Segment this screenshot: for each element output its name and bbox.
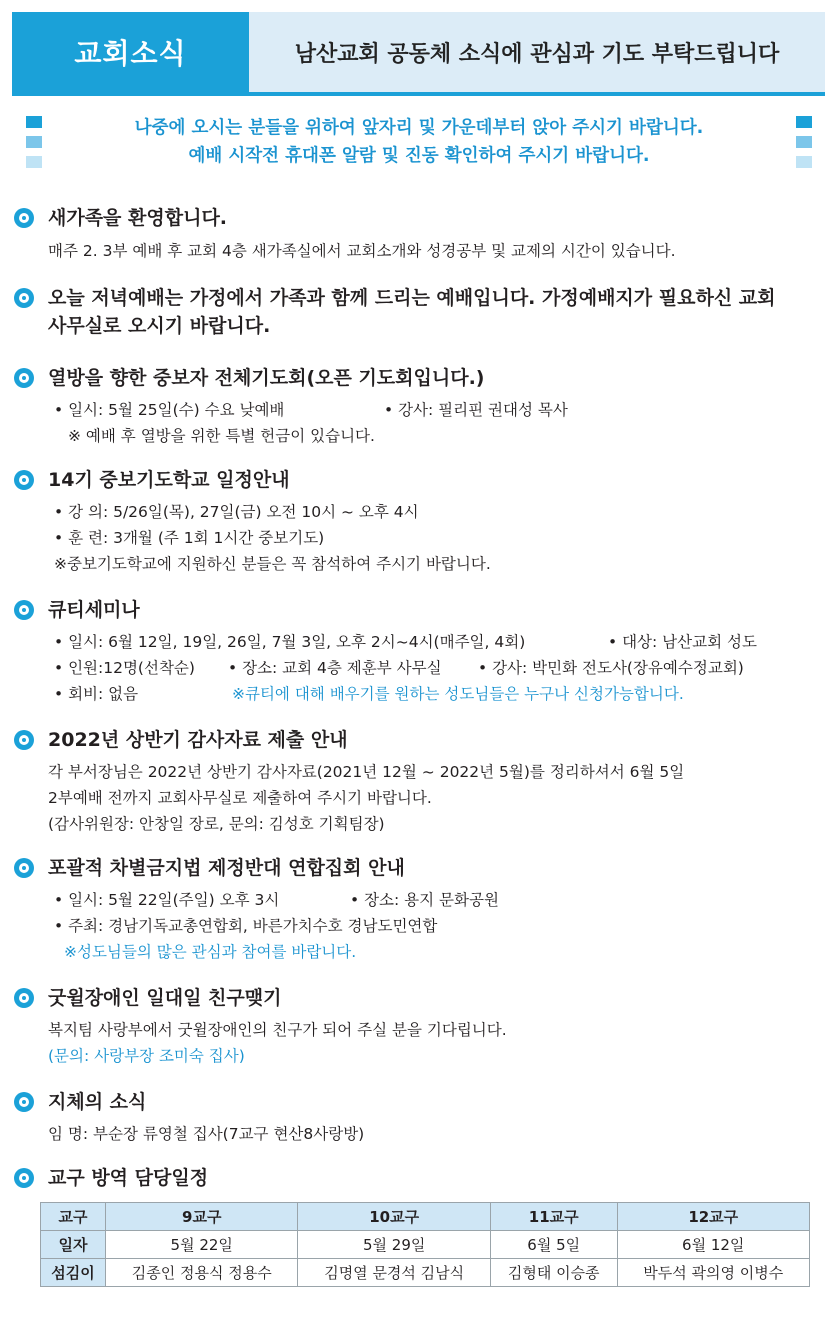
circle-bullet-icon xyxy=(14,470,34,490)
body-line: • 강 의: 5/26일(목), 27일(금) 오전 10시 ~ 오후 4시 xyxy=(54,503,419,521)
section-heading xyxy=(14,284,824,340)
circle-bullet-icon xyxy=(14,730,34,750)
body-line xyxy=(14,629,824,655)
section-heading-text: 2022년 상반기 감사자료 제출 안내 xyxy=(48,729,348,751)
event-speaker: • 강사: 필리핀 권대성 목사 xyxy=(384,401,568,419)
body-line: 복지팀 사랑부에서 굿윌장애인의 친구가 되어 주실 분을 기다립니다. xyxy=(48,1021,507,1039)
section-heading xyxy=(14,984,824,1012)
table-row-label: 섬김이 xyxy=(41,1259,106,1287)
circle-bullet-icon xyxy=(14,1092,34,1112)
table-header-row xyxy=(41,1203,810,1231)
section-heading-text: 지체의 소식 xyxy=(48,1091,147,1113)
circle-bullet-icon xyxy=(14,208,34,228)
body-note: ※성도님들의 많은 관심과 참여를 바랍니다. xyxy=(64,943,357,961)
section-heading-text: 포괄적 차별금지법 제정반대 연합집회 안내 xyxy=(48,857,405,879)
square-icon xyxy=(796,156,812,168)
table-cell: 5월 29일 xyxy=(298,1231,490,1259)
body-line: 임 명: 부순장 류영철 집사(7교구 현산8사랑방) xyxy=(48,1125,365,1143)
section-heading xyxy=(14,1088,824,1116)
table-header-cell: 교구 xyxy=(41,1203,106,1231)
table-header-cell: 12교구 xyxy=(617,1203,810,1231)
notice-line: 예배 시작전 휴대폰 알람 및 진동 확인하여 주시기 바랍니다. xyxy=(188,146,650,166)
section-heading-text: 교구 방역 담당일정 xyxy=(48,1167,209,1189)
square-icon xyxy=(26,156,42,168)
body-note: (문의: 사랑부장 조미숙 집사) xyxy=(48,1047,245,1065)
header-subtitle: 남산교회 공동체 소식에 관심과 기도 부탁드립니다 xyxy=(249,12,825,92)
notice-text xyxy=(56,114,782,170)
body-text: 매주 2. 3부 예배 후 교회 4층 새가족실에서 교회소개와 성경공부 및 교제의 시간이 있습니다. xyxy=(48,242,676,260)
square-icon xyxy=(26,136,42,148)
table-cell: 김종인 정용식 정용수 xyxy=(106,1259,298,1287)
circle-bullet-icon xyxy=(14,600,34,620)
circle-bullet-icon xyxy=(14,858,34,878)
body-line: 2부예배 전까지 교회사무실로 제출하여 주시기 바랍니다. xyxy=(48,789,432,807)
section-member-news xyxy=(14,1088,824,1147)
event-target: • 대상: 남산교회 성도 xyxy=(608,633,757,651)
body-line xyxy=(14,655,824,681)
section-new-family xyxy=(14,204,824,264)
table-header-cell: 9교구 xyxy=(106,1203,298,1231)
section-evening-worship xyxy=(14,284,824,340)
section-heading xyxy=(14,1164,824,1192)
section-heading xyxy=(14,726,824,754)
square-icon xyxy=(796,116,812,128)
body-note: ※ 예배 후 열방을 위한 특별 헌금이 있습니다. xyxy=(68,427,375,445)
event-fee: • 회비: 없음 xyxy=(54,685,139,703)
section-heading-text: 열방을 향한 중보자 전체기도회(오픈 기도회입니다.) xyxy=(48,367,485,389)
event-note: ※큐티에 대해 배우기를 원하는 성도님들은 누구나 신청가능합니다. xyxy=(232,685,684,703)
page-header xyxy=(12,12,825,94)
section-qt-seminar xyxy=(14,596,824,707)
section-goodwill xyxy=(14,984,824,1069)
section-heading-text: 큐티세미나 xyxy=(48,599,140,621)
section-title: 교회소식 xyxy=(12,12,249,92)
section-heading-text: 오늘 저녁예배는 가정에서 가족과 함께 드리는 예배입니다. 가정예배지가 필요하신 교회 xyxy=(48,287,776,309)
body-line xyxy=(14,397,824,423)
section-heading xyxy=(14,596,824,624)
header-divider xyxy=(12,92,825,96)
table-cell: 6월 5일 xyxy=(490,1231,617,1259)
event-people: • 인원:12명(선착순) xyxy=(54,659,195,677)
table-row xyxy=(41,1259,810,1287)
section-prayer-meeting xyxy=(14,364,824,449)
schedule-table xyxy=(40,1202,810,1287)
table-row xyxy=(41,1231,810,1259)
section-heading-text: 사무실로 오시기 바랍니다. xyxy=(48,315,271,337)
table-cell: 박두석 곽의영 이병수 xyxy=(617,1259,810,1287)
body-line xyxy=(14,887,824,913)
body-line xyxy=(14,681,824,707)
body-note: ※중보기도학교에 지원하신 분들은 꼭 참석하여 주시기 바랍니다. xyxy=(54,555,491,573)
section-prayer-school xyxy=(14,466,824,577)
event-speaker: • 강사: 박민화 전도사(장유예수정교회) xyxy=(478,659,744,677)
section-rally xyxy=(14,854,824,965)
event-date: • 일시: 5월 25일(수) 수요 낮예배 xyxy=(54,401,285,419)
table-cell: 김명열 문경석 김남식 xyxy=(298,1259,490,1287)
event-place: • 장소: 교회 4층 제훈부 사무실 xyxy=(228,659,442,677)
section-heading-text: 굿윌장애인 일대일 친구맺기 xyxy=(48,987,282,1009)
square-icon xyxy=(796,136,812,148)
section-heading-text: 14기 중보기도학교 일정안내 xyxy=(48,469,290,491)
body-line: 각 부서장님은 2022년 상반기 감사자료(2021년 12월 ~ 2022년 5월)를 정리하셔서 6월 5일 xyxy=(48,763,685,781)
body-line: • 주최: 경남기독교총연합회, 바른가치수호 경남도민연합 xyxy=(54,917,438,935)
table-header-cell: 11교구 xyxy=(490,1203,617,1231)
section-heading xyxy=(14,854,824,882)
section-heading-text: 새가족을 환영합니다. xyxy=(48,207,228,229)
notice-line: 나중에 오시는 분들을 위하여 앞자리 및 가운데부터 앉아 주시기 바랍니다. xyxy=(134,118,704,138)
circle-bullet-icon xyxy=(14,1168,34,1188)
table-header-cell: 10교구 xyxy=(298,1203,490,1231)
section-heading xyxy=(14,204,824,232)
event-date: • 일시: 6월 12일, 19일, 26일, 7월 3일, 오후 2시~4시(매주일, 4회) xyxy=(54,633,526,651)
event-place: • 장소: 용지 문화공원 xyxy=(350,891,499,909)
circle-bullet-icon xyxy=(14,288,34,308)
section-audit xyxy=(14,726,824,837)
table-row-label: 일자 xyxy=(41,1231,106,1259)
circle-bullet-icon xyxy=(14,368,34,388)
event-date: • 일시: 5월 22일(주일) 오후 3시 xyxy=(54,891,280,909)
circle-bullet-icon xyxy=(14,988,34,1008)
section-quarantine-schedule xyxy=(14,1164,824,1192)
section-heading xyxy=(14,364,824,392)
section-heading xyxy=(14,466,824,494)
table-cell: 김형태 이승종 xyxy=(490,1259,617,1287)
table-cell: 5월 22일 xyxy=(106,1231,298,1259)
body-line: • 훈 련: 3개월 (주 1회 1시간 중보기도) xyxy=(54,529,325,547)
square-icon xyxy=(26,116,42,128)
body-line: (감사위원장: 안창일 장로, 문의: 김성호 기획팀장) xyxy=(48,815,385,833)
table-cell: 6월 12일 xyxy=(617,1231,810,1259)
notice-box xyxy=(26,114,812,176)
